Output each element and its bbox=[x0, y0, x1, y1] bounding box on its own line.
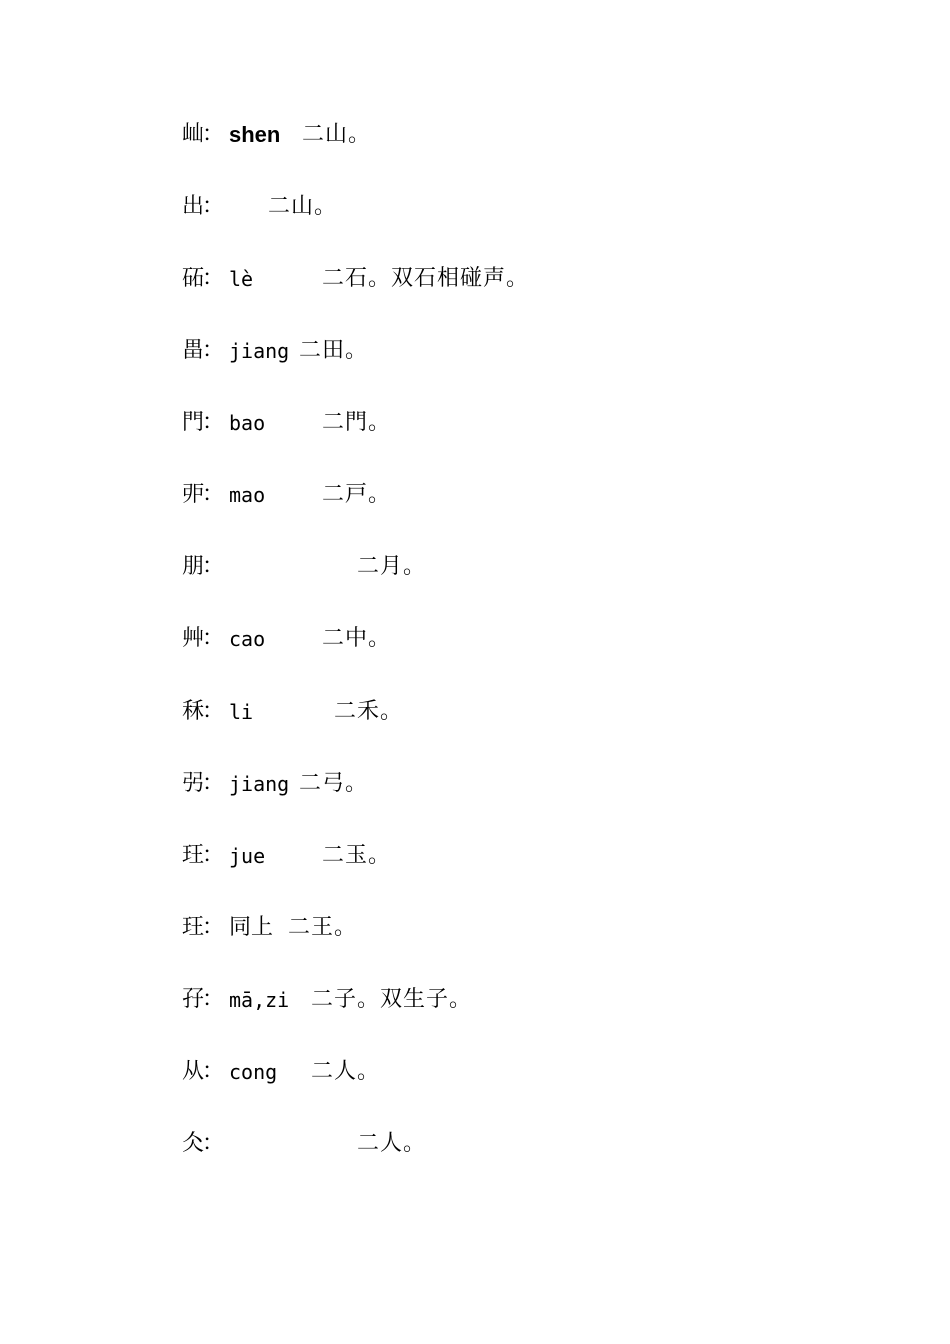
entry-description: 二王。 bbox=[288, 915, 358, 940]
entry-description: 二田。 bbox=[299, 338, 369, 363]
entry-separator: ： bbox=[202, 482, 225, 507]
entry-character: 弜 bbox=[182, 771, 205, 796]
entry-description: 二子。双生子。 bbox=[311, 987, 473, 1012]
entry-pinyin: jiang bbox=[229, 339, 290, 363]
entry-character: 戼 bbox=[182, 482, 205, 507]
entry-separator: ： bbox=[202, 987, 225, 1012]
entry-character: 秝 bbox=[182, 699, 205, 724]
entry-pinyin: cao bbox=[229, 627, 266, 651]
entry-separator: ： bbox=[202, 915, 225, 940]
entry-separator: ： bbox=[202, 194, 225, 219]
entry-character: 出 bbox=[182, 194, 205, 219]
entry-description: 二門。 bbox=[322, 410, 392, 435]
entry-character: 門 bbox=[182, 410, 205, 435]
entry-character: 仌 bbox=[182, 1131, 205, 1156]
entry-separator: ： bbox=[202, 699, 225, 724]
entry-pinyin: bao bbox=[229, 411, 266, 435]
entry-pinyin: cong bbox=[229, 1060, 278, 1084]
entry-character: 从 bbox=[182, 1059, 205, 1084]
entry-character: 砳 bbox=[182, 266, 205, 291]
entry-pinyin: jue bbox=[229, 844, 266, 868]
entry-separator: ： bbox=[202, 266, 225, 291]
entry-pinyin: lè bbox=[229, 267, 254, 291]
entry-character: 艸 bbox=[182, 626, 205, 651]
entry-character: 玨 bbox=[182, 915, 205, 940]
entry-pinyin: li bbox=[229, 700, 254, 724]
entry-character: 畕 bbox=[182, 338, 205, 363]
entry-description: 二弓。 bbox=[299, 771, 369, 796]
entry-character: 孖 bbox=[182, 987, 205, 1012]
entry-separator: ： bbox=[202, 771, 225, 796]
entry-separator: ： bbox=[202, 1059, 225, 1084]
entry-separator: ： bbox=[202, 554, 225, 579]
entry-separator: ： bbox=[202, 1131, 225, 1156]
entry-pinyin: mā,zi bbox=[229, 988, 290, 1012]
entry-description: 二人。 bbox=[311, 1059, 381, 1084]
entry-separator: ： bbox=[202, 843, 225, 868]
entry-pinyin: jiang bbox=[229, 772, 290, 796]
entry-description: 二石。双石相碰声。 bbox=[322, 266, 530, 291]
entry-separator: ： bbox=[202, 410, 225, 435]
entry-description: 二玉。 bbox=[322, 843, 392, 868]
entry-description: 二禾。 bbox=[334, 699, 404, 724]
entry-character: 屾 bbox=[182, 122, 205, 147]
entry-separator: ： bbox=[202, 626, 225, 651]
entry-separator: ： bbox=[202, 122, 225, 147]
entry-description: 二人。 bbox=[357, 1131, 427, 1156]
entry-description: 二戸。 bbox=[322, 482, 392, 507]
entry-character: 朋 bbox=[182, 554, 205, 579]
entry-description: 二中。 bbox=[322, 626, 392, 651]
entry-separator: ： bbox=[202, 338, 225, 363]
entry-description: 二山。 bbox=[268, 194, 338, 219]
entry-character: 玨 bbox=[182, 843, 205, 868]
entry-pinyin: 同上 bbox=[229, 915, 274, 940]
entry-description: 二月。 bbox=[357, 554, 427, 579]
entry-pinyin: mao bbox=[229, 483, 266, 507]
entry-pinyin: shen bbox=[229, 122, 281, 147]
entry-description: 二山。 bbox=[302, 122, 372, 147]
